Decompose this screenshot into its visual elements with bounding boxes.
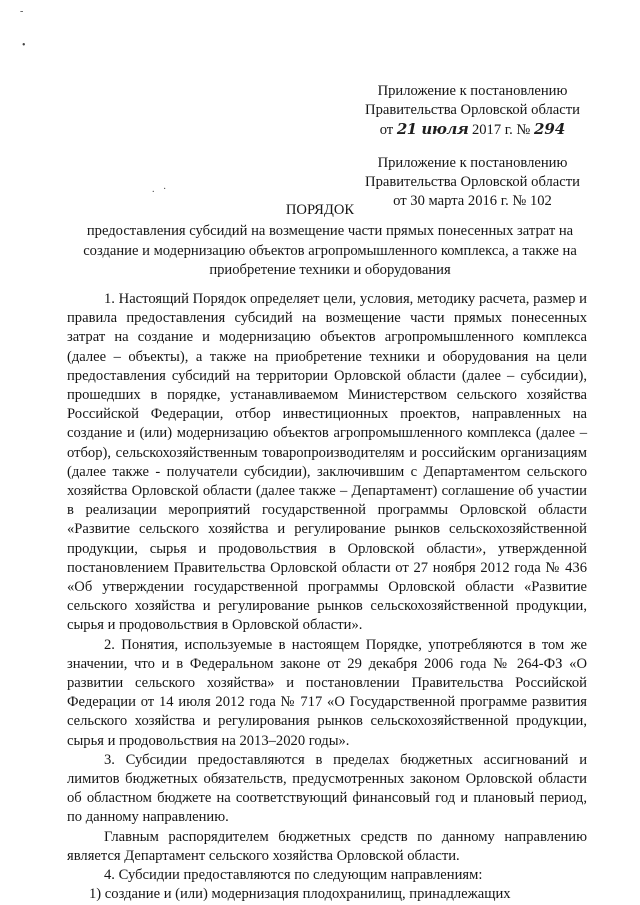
- paragraph: 2. Понятия, используемые в настоящем Порядке, употребляются в том же значении, что и в Федеральном законе от 29 декабря 2006 года № 264-ФЗ «О развитии сельского хозяйства» и постановлении Правительства Российской Федерации от 14 июля 2012 года № 717 «О Государственной программе развития сельского хозяйства и регулирования рынков сельскохозяйственной продукции, сырья и продовольствия на 2013–2020 годы».: [67, 636, 587, 749]
- order-year: 2017 г. №: [471, 122, 531, 138]
- paragraph: 3. Субсидии предоставляются в пределах бюджетных ассигнований и лимитов бюджетных обязательств, предусмотренных законом Орловской области об областном бюджете на соответствующий финансовый год и плановый период, по данному направлению.: [67, 751, 587, 826]
- paragraph: 1) создание и (или) модернизация плодохранилищ, принадлежащих: [89, 886, 511, 903]
- appendix-line: Приложение к постановлению: [377, 155, 568, 171]
- scan-mark: •: [22, 40, 26, 51]
- handwritten-number: 294: [534, 120, 566, 138]
- scan-mark: -: [20, 6, 24, 17]
- document-title: ПОРЯДОК: [285, 202, 355, 218]
- document-subtitle: предоставления субсидий на возмещение части прямых понесенных затрат на создание и модернизацию объектов агропромышленного комплекса, а также на приобретение техники и оборудования: [83, 223, 577, 278]
- scan-mark: . ·: [152, 184, 170, 195]
- handwritten-date: 21 июля: [396, 120, 469, 138]
- paragraph: Главным распорядителем бюджетных средств по данному направлению является Департамент сельского хозяйства Орловской области.: [67, 828, 587, 864]
- ot-label: от: [379, 122, 394, 138]
- appendix-order-line: [345, 120, 600, 140]
- appendix-line: Правительства Орловской области: [365, 174, 580, 190]
- appendix-line: Приложение к постановлению: [377, 83, 568, 99]
- appendix-line: Правительства Орловской области: [365, 102, 580, 118]
- document-body: [67, 290, 587, 905]
- paragraph: 1. Настоящий Порядок определяет цели, условия, методику расчета, размер и правила предоставления субсидий на возмещение части прямых понесенных затрат на создание и модернизацию объектов агропромышленного комплекса (далее – объекты), а также на приобретение техники и оборудования на цели предоставления субсидий на территории Орловской области (далее – субсидии), прошедших в порядке, устанавливаемом Министерством сельского хозяйства Российской Федерации, отбор инвестиционных проектов, направленных на создание и (или) модернизацию объектов агропромышленного комплекса (далее – отбор), сельскохозяйственным товаропроизводителям и российским организациям (далее также - получатели субсидии), заключившим с Департаментом сельского хозяйства Орловской области (далее также – Департамент) соглашение об участии в реализации мероприятий государственной программы Орловской области «Развитие сельского хозяйства и регулирование рынков сельскохозяйственной продукции, сырья и продовольствия в Орловской области», утвержденной постановлением Правительства Орловской области от 27 ноября 2012 года № 436 «Об утверждении государственной программы Орловской области «Развитие сельского хозяйства и регулирование рынков сельскохозяйственной продукции, сырья и продовольствия в Орловской области».: [67, 291, 587, 634]
- appendix-line: от 30 марта 2016 г. № 102: [393, 193, 552, 209]
- appendix-block-new: [345, 82, 600, 140]
- paragraph: 4. Субсидии предоставляются по следующим направлениям:: [104, 867, 483, 884]
